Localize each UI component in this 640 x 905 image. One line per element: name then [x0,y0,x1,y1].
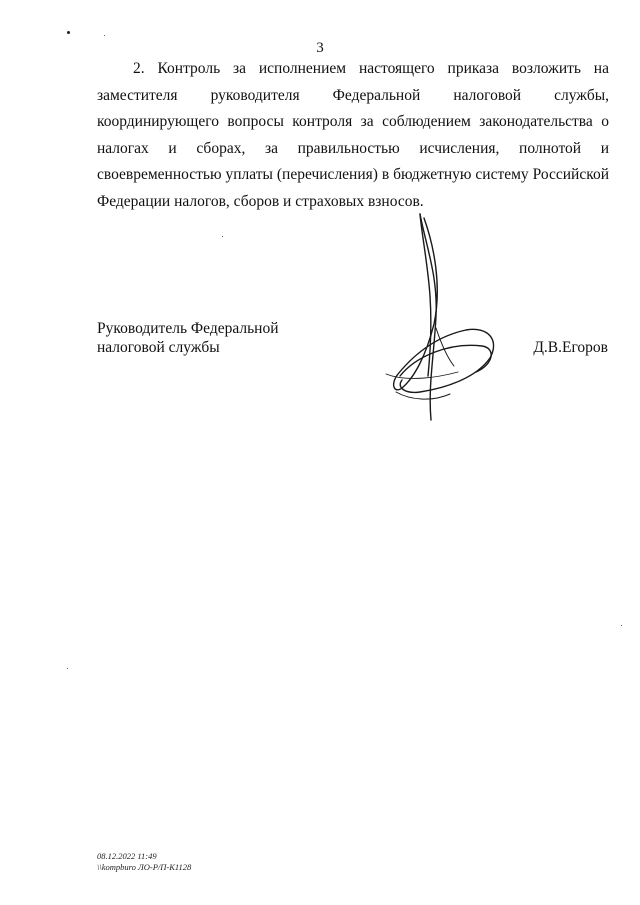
scan-speck [67,31,70,34]
signatory-title-line1: Руководитель Федеральной [97,320,279,337]
scan-speck [104,35,105,36]
scan-speck [67,668,68,669]
signatory-title-line2: налоговой службы [97,339,220,356]
signer-name: Д.В.Егоров [533,339,608,356]
page-number: 3 [316,40,324,56]
order-paragraph: 2. Контроль за исполнением настоящего приказа возложить на заместителя руководителя Федеральной налоговой службы, координирующего вопросы контроля за соблюдением законодательства о налогах и сборах, за правильностью исчисления, полнотой и своевременностью уплаты (перечисления) в бюджетную систему Российской Федерации налогов, сборов и страховых взносов. [97,60,609,210]
footer-timestamp: 08.12.2022 11:49 [97,851,157,861]
scan-speck [621,625,622,626]
scan-speck [222,236,223,237]
handwritten-signature [376,206,516,428]
footer-stamp [97,851,191,872]
signatory-title [97,319,279,357]
footer-file-reference: \\kompburo ЛО-Р/П-К1128 [97,861,192,872]
